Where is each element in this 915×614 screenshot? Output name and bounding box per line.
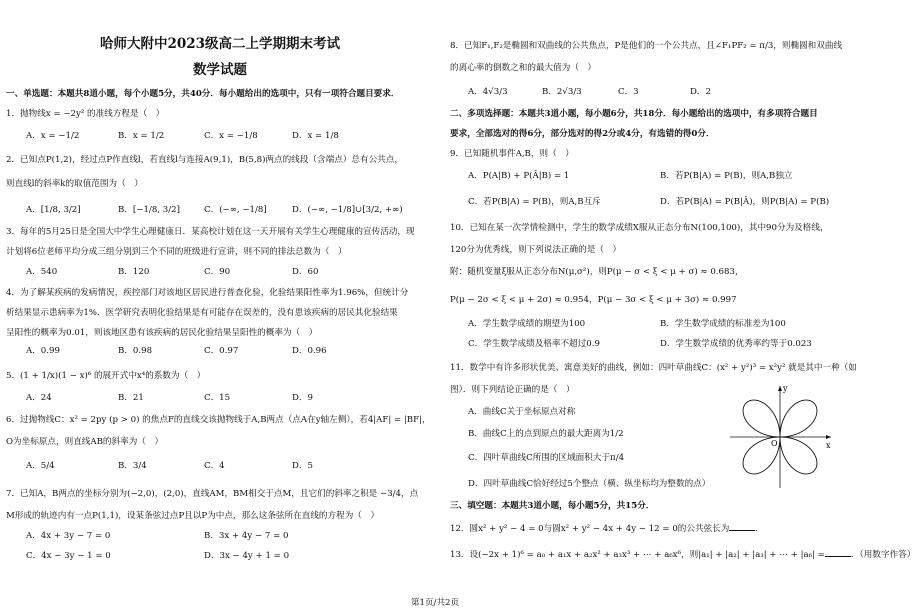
- question-8: 8．已知F₁,F₂是椭圆和双曲线的公共焦点，P是他们的一个公共点，且∠F₁PF₂ = π/3，则椭圆和双曲线: [450, 41, 843, 51]
- option: A．24: [26, 393, 52, 403]
- question-10: 10．已知在某一次学情检测中，学生的数学成绩X服从正态分布N(100,100)，其中90分为及格线，: [450, 223, 829, 233]
- question-13: [450, 548, 915, 561]
- section-2-heading-line2: 要求，全部选对的得6分，部分选对的得2分或4分，有选错的得0分．: [450, 129, 715, 139]
- x-axis-label: x: [826, 441, 831, 450]
- origin-label: O: [771, 439, 778, 448]
- y-axis-arrow: [778, 386, 782, 391]
- option: A．4x + 3y − 7 = 0: [26, 531, 111, 541]
- four-leaf-clover-figure: [725, 382, 835, 492]
- option: D．3x − 4y + 1 = 0: [204, 551, 290, 561]
- question-11: 11．数学中有许多形状优美、寓意美好的曲线，例如：四叶草曲线C：(x² + y²)³ = x²y² 就是其中一种（如: [450, 363, 857, 373]
- question-10-line2: 120分为优秀线，则下列说法正确的是（ ）: [450, 245, 622, 255]
- option: A．[1/8, 3/2]: [26, 205, 81, 215]
- option: D．9: [292, 393, 313, 403]
- option: B．21: [118, 393, 144, 403]
- option: D．60: [292, 267, 319, 277]
- answer-blank: [825, 548, 851, 557]
- option: D．(−∞, −1/8]∪[3/2, +∞): [292, 205, 403, 215]
- section-1-heading: 一、单选题：本题共8道小题，每个小题5分，共40分．每小题给出的选项中，只有一项符合题目要求．: [6, 89, 400, 99]
- option: B．x = 1/2: [118, 131, 165, 141]
- option: A．曲线C关于坐标原点对称: [468, 407, 576, 417]
- option: B．学生数学成绩的标准差为100: [660, 319, 786, 329]
- option: D．5: [292, 461, 313, 471]
- question-3: 3．每年的5月25日是全国大中学生心理健康日．某高校计划在这一天开展有关学生心理健康的宣传活动，现: [6, 227, 415, 237]
- question-7-line2: M形成的轨迹内有一点P(1,1)，设某条弦过点P且以P为中点，那么这条弦所在直线的方程为（ ）: [6, 511, 380, 521]
- option: A．x = −1/2: [26, 131, 80, 141]
- option: A．0.99: [26, 346, 60, 356]
- page-footer: 第1页/共2页: [410, 598, 460, 608]
- question-4-line3: 呈阳性的概率为0.01，则该地区患有该疾病的居民化验结果呈阳性的概率为（ ）: [6, 328, 318, 338]
- question-7: 7．已知A，B两点的坐标分别为(−2,0)，(2,0)，直线AM，BM相交于点M，且它们的斜率之积是 −3/4，点: [6, 489, 419, 499]
- option: D．若P(B|A) = P(B|Ā)，则P(B|A) = P(B): [660, 197, 830, 207]
- option: C．四叶草曲线C所围的区域面积大于π/4: [468, 453, 625, 463]
- question-2-line2: 则直线l的斜率k的取值范围为（ ）: [6, 179, 143, 189]
- question-2: 2．已知点P(1,2)，经过点P作直线l，若直线l与连接A(9,1)，B(5,8)两点的线段（含端点）总有公共点，: [6, 155, 403, 165]
- question-9: 9．已知随机事件A,B，则（ ）: [450, 149, 574, 159]
- option: B．120: [118, 267, 150, 277]
- option: B．若P(B|A) = P(B)，则A,B独立: [660, 171, 793, 181]
- option: C．15: [204, 393, 231, 403]
- section-2-heading: 二、多项选择题：本题共3道小题，每小题6分，共18分．每小题给出的选项中，有多项符合题目: [450, 109, 818, 119]
- question-6: 6．过抛物线C：x² = 2py (p > 0) 的焦点F的直线交该抛物线于A,B两点（点A在y轴左侧），若4|AF| = |BF|，: [6, 415, 431, 425]
- option: A．4√3/3: [468, 87, 508, 97]
- answer-blank: [729, 522, 755, 531]
- option: B．[−1/8, 3/2]: [118, 205, 180, 215]
- option: D．四叶草曲线C恰好经过5个整点（横、纵坐标均为整数的点）: [468, 479, 711, 489]
- question-13-text: 13．设(−2x + 1)⁶ = a₀ + a₁x + a₂x² + a₃x³ + ⋯ + a₆x⁶，则|a₁| + |a₂| + |a₃| + ⋯ + |a₆| =: [450, 550, 825, 560]
- question-1: 1．抛物线x = −2y² 的准线方程是（ ）: [6, 109, 165, 119]
- option: B．2√3/3: [542, 87, 582, 97]
- option: A．P(A|B) + P(Ā|B) = 1: [468, 171, 570, 181]
- question-5: 5．(1 + 1/x)(1 − x)⁶ 的展开式中x⁴的系数为（ ）: [6, 371, 206, 381]
- option: C．x = −1/8: [204, 131, 258, 141]
- section-3-heading: 三、填空题：本题共3道小题，每小题5分，共15分．: [450, 501, 655, 511]
- question-12: 12．圆x² + y² − 4 = 0与圆x² + y² − 4x + 4y − 12 = 0的公共弦长为 ．: [450, 524, 764, 534]
- option: A．540: [26, 267, 58, 277]
- option: A．5/4: [26, 461, 55, 471]
- question-12-text: 12．圆x² + y² − 4 = 0与圆x² + y² − 4x + 4y − 12 = 0的公共弦长为: [450, 524, 730, 534]
- y-axis-label: y: [783, 384, 788, 393]
- question-10-note1: 附：随机变量ξ服从正态分布N(μ,σ²)，则P(μ − σ < ξ < μ + σ) ≈ 0.683，: [450, 267, 744, 277]
- exam-title: 哈师大附中2023级高二上学期期末考试: [99, 36, 341, 52]
- option: D．学生数学成绩的优秀率约等于0.023: [660, 339, 812, 349]
- question-3-line2: 计划将6位老师平均分成三组分别到三个不同的班级进行宣讲，则不同的排法总数为（ ）: [6, 247, 347, 257]
- option: D．2: [690, 87, 711, 97]
- option: B．曲线C上的点到原点的最大距离为1/2: [468, 429, 624, 439]
- question-11-line2: 图）．则下列结论正确的是（ ）: [450, 385, 575, 395]
- x-axis-arrow: [826, 435, 831, 439]
- option: C．90: [204, 267, 231, 277]
- option: B．0.98: [118, 346, 153, 356]
- question-10-note2: P(μ − 2σ < ξ < μ + 2σ) ≈ 0.954，P(μ − 3σ < ξ < μ + 3σ) ≈ 0.997: [450, 295, 737, 305]
- option: B．3x + 4y − 7 = 0: [204, 531, 289, 541]
- option: C．(−∞, −1/8]: [204, 205, 267, 215]
- question-4: 4．为了解某疾病的发病情况，疾控部门对该地区居民进行普查化验，化验结果阳性率为1.96%，但统计分: [6, 288, 409, 298]
- option: D．0.96: [292, 346, 327, 356]
- option: D．x = 1/8: [292, 131, 339, 141]
- option: A．学生数学成绩的期望为100: [468, 319, 586, 329]
- question-13-tail: ．（用数字作答）: [850, 550, 915, 560]
- question-8-line2: 的离心率的倒数之和的最大值为（ ）: [450, 63, 597, 73]
- option: C．4: [204, 461, 225, 471]
- option: C．学生数学成绩及格率不超过0.9: [468, 339, 600, 349]
- option: B．3/4: [118, 461, 147, 471]
- option: C．若P(B|A) = P(B)，则A,B互斥: [468, 197, 601, 207]
- exam-subtitle: 数学试题: [193, 62, 247, 78]
- question-4-line2: 析结果显示患病率为1%．医学研究表明化验结果是有可能存在误差的，没有患该疾病的居民其化验结果: [6, 308, 398, 318]
- option: C．3: [618, 87, 639, 97]
- question-6-line2: O为坐标原点，则直线AB的斜率为（ ）: [6, 437, 164, 447]
- option: C．4x − 3y − 1 = 0: [26, 551, 111, 561]
- option: C．0.97: [204, 346, 239, 356]
